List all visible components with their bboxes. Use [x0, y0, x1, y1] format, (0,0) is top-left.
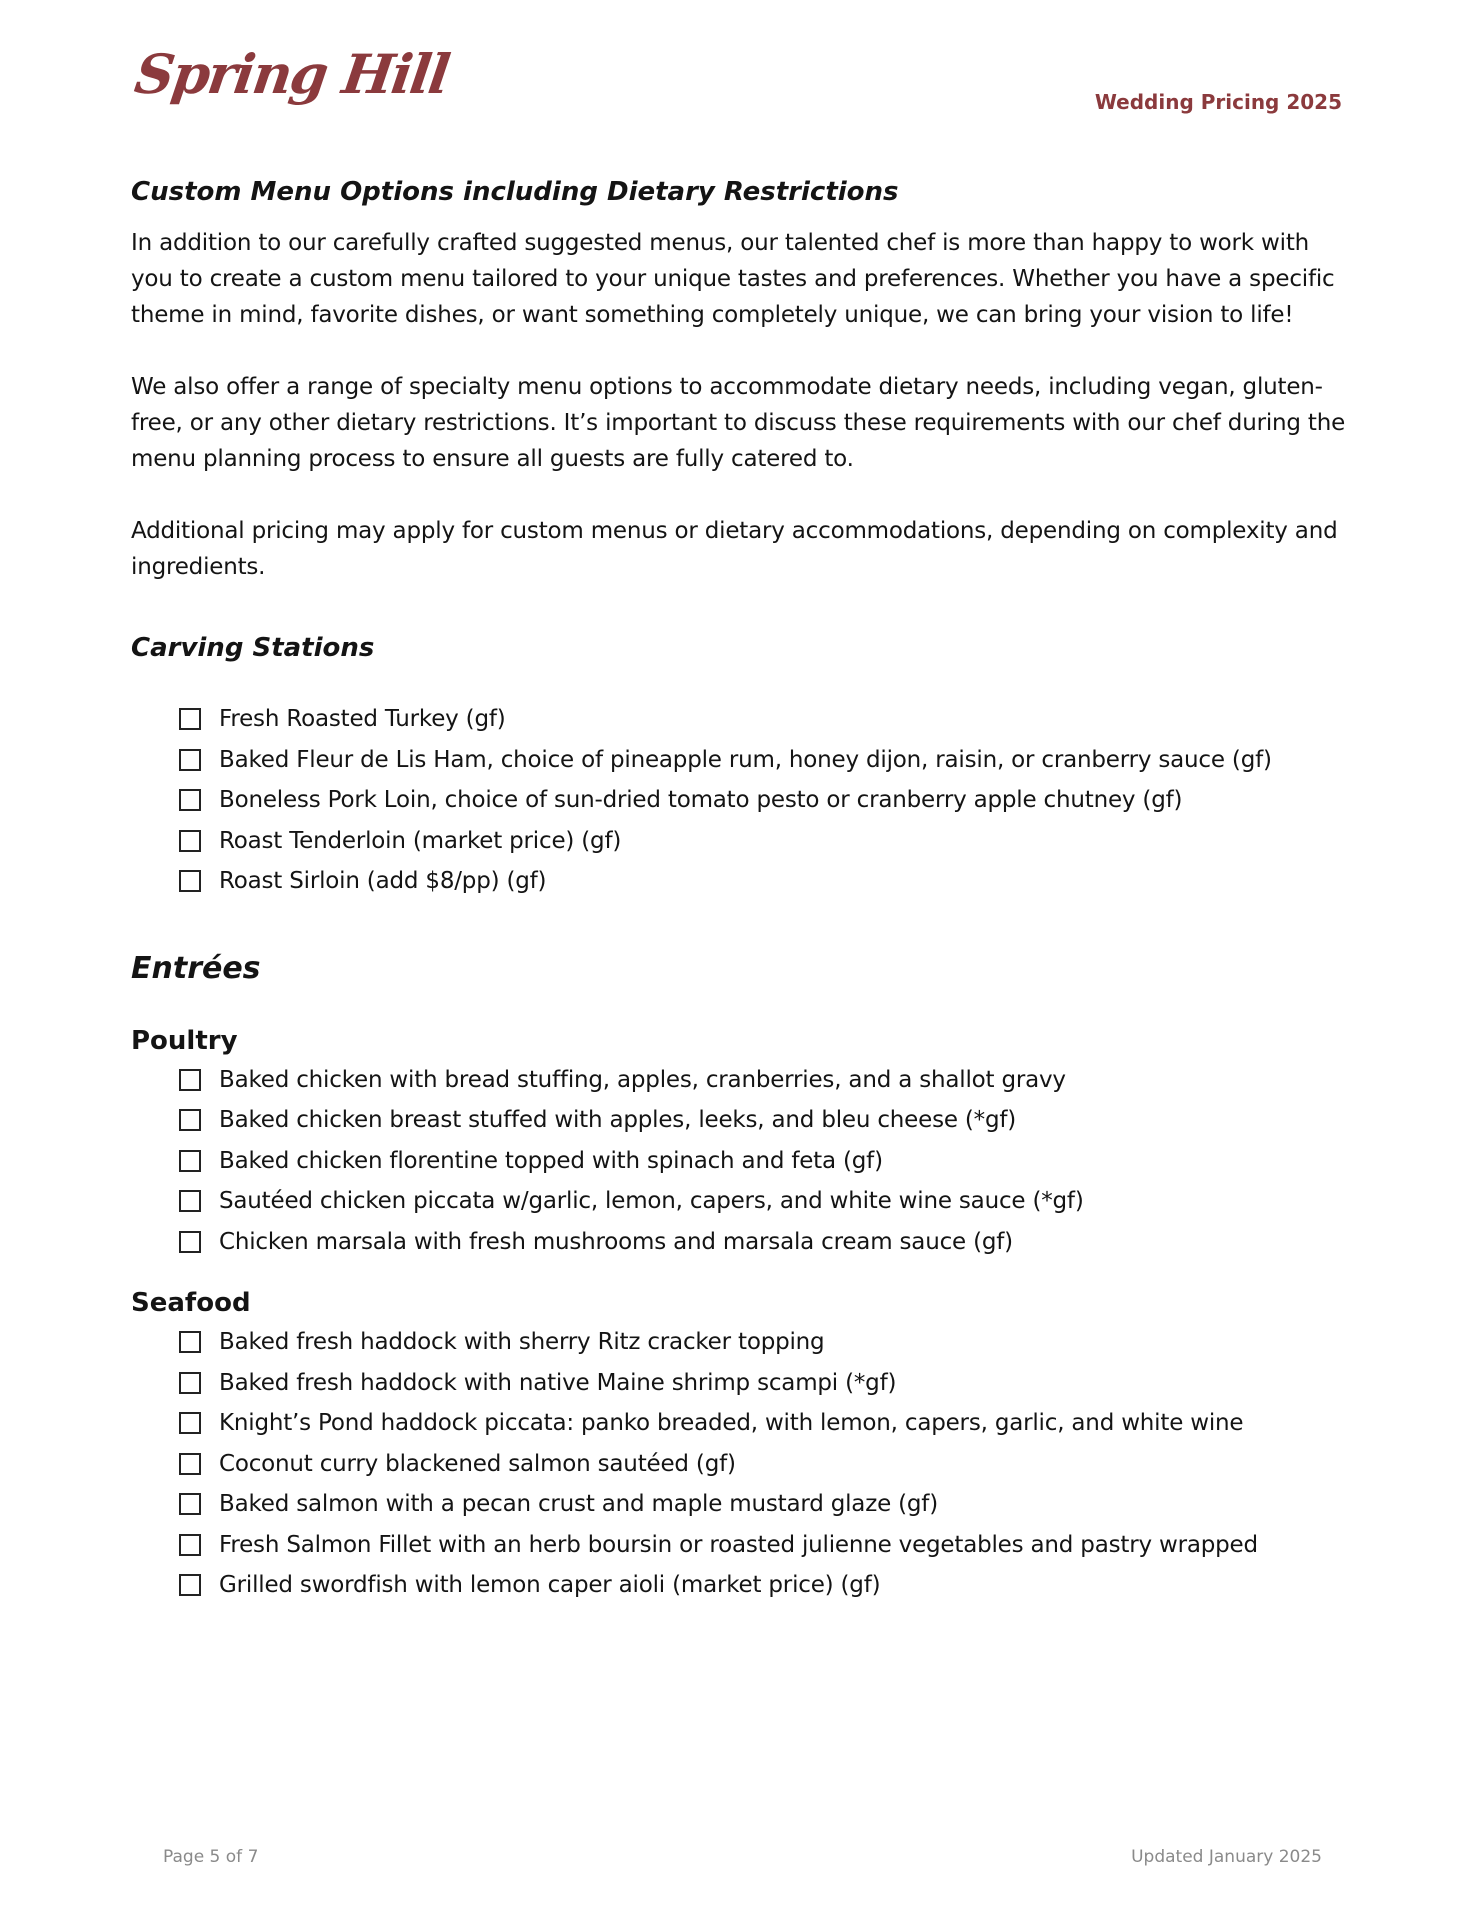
checkbox[interactable] — [179, 789, 201, 811]
list-item — [131, 1444, 1351, 1485]
list-item — [131, 740, 1351, 781]
checkbox[interactable] — [179, 708, 201, 730]
checkbox[interactable] — [179, 830, 201, 852]
list-item — [131, 699, 1351, 740]
item-label: Baked Fleur de Lis Ham, choice of pineapple rum, honey dijon, raisin, or cranberry sauce (gf) — [219, 746, 1272, 773]
item-label: Roast Tenderloin (market price) (gf) — [219, 827, 622, 854]
item-label: Sautéed chicken piccata w/garlic, lemon, capers, and white wine sauce (*gf) — [219, 1188, 1084, 1215]
spring-hill-logo: Spring Hill — [131, 42, 453, 106]
seafood-list — [131, 1322, 1351, 1606]
checkbox[interactable] — [179, 1069, 201, 1091]
checkbox[interactable] — [179, 749, 201, 771]
seafood-heading: Seafood — [131, 1288, 251, 1318]
checkbox[interactable] — [179, 870, 201, 892]
list-item — [131, 1565, 1351, 1606]
custom-menu-paragraph-3: Additional pricing may apply for custom menus or dietary accommodations, depending on complexity and ingredients. — [131, 518, 1338, 580]
checkbox[interactable] — [179, 1231, 201, 1253]
list-item — [131, 1484, 1351, 1525]
custom-menu-paragraph-2: We also offer a range of specialty menu options to accommodate dietary needs, including vegan, gluten-free, or any other dietary restrictions. It’s important to discuss these requirements with our chef during the menu planning process to ensure all guests are fully catered to. — [131, 374, 1346, 472]
carving-stations-heading: Carving Stations — [131, 633, 375, 663]
item-label: Knight’s Pond haddock piccata: panko breaded, with lemon, capers, garlic, and white wine — [219, 1410, 1244, 1437]
checkbox[interactable] — [179, 1109, 201, 1131]
checkbox[interactable] — [179, 1412, 201, 1434]
item-label: Baked chicken breast stuffed with apples, leeks, and bleu cheese (*gf) — [219, 1107, 1017, 1134]
list-item — [131, 780, 1351, 821]
page-number: Page 5 of 7 — [163, 1847, 259, 1867]
list-item — [131, 861, 1351, 902]
checkbox[interactable] — [179, 1190, 201, 1212]
poultry-heading: Poultry — [131, 1025, 238, 1056]
list-item — [131, 1525, 1351, 1566]
list-item — [131, 1141, 1351, 1182]
document-title: Wedding Pricing 2025 — [1094, 90, 1342, 114]
checkbox[interactable] — [179, 1534, 201, 1556]
item-label: Fresh Salmon Fillet with an herb boursin or roasted julienne vegetables and pastry wrapped — [219, 1531, 1258, 1558]
list-item — [131, 1322, 1351, 1363]
list-item — [131, 1100, 1351, 1141]
entrees-heading: Entrées — [131, 950, 261, 986]
item-label: Coconut curry blackened salmon sautéed (gf) — [219, 1450, 736, 1477]
checkbox[interactable] — [179, 1453, 201, 1475]
list-item — [131, 1363, 1351, 1404]
list-item — [131, 1222, 1351, 1263]
poultry-list — [131, 1060, 1351, 1263]
item-label: Baked fresh haddock with sherry Ritz cracker topping — [219, 1329, 825, 1356]
list-item — [131, 821, 1351, 862]
updated-date: Updated January 2025 — [1131, 1847, 1322, 1867]
item-label: Roast Sirloin (add $8/pp) (gf) — [219, 868, 547, 895]
checkbox[interactable] — [179, 1493, 201, 1515]
carving-stations-list — [131, 699, 1351, 902]
checkbox[interactable] — [179, 1372, 201, 1394]
item-label: Baked salmon with a pecan crust and maple mustard glaze (gf) — [219, 1491, 938, 1518]
checkbox[interactable] — [179, 1331, 201, 1353]
checkbox[interactable] — [179, 1574, 201, 1596]
item-label: Grilled swordfish with lemon caper aioli (market price) (gf) — [219, 1572, 881, 1599]
item-label: Chicken marsala with fresh mushrooms and marsala cream sauce (gf) — [219, 1228, 1013, 1255]
item-label: Baked chicken florentine topped with spinach and feta (gf) — [219, 1147, 883, 1174]
list-item — [131, 1060, 1351, 1101]
item-label: Baked fresh haddock with native Maine shrimp scampi (*gf) — [219, 1369, 897, 1396]
custom-menu-heading: Custom Menu Options including Dietary Restrictions — [131, 177, 899, 207]
page-content — [131, 175, 1351, 1606]
list-item — [131, 1181, 1351, 1222]
custom-menu-paragraph-1: In addition to our carefully crafted suggested menus, our talented chef is more than happy to work with you to create a custom menu tailored to your unique tastes and preferences. Whether you have a specific theme in mind, favorite dishes, or want something completely unique, we can bring your vision to life! — [131, 230, 1335, 328]
item-label: Boneless Pork Loin, choice of sun-dried tomato pesto or cranberry apple chutney (gf) — [219, 787, 1183, 814]
item-label: Fresh Roasted Turkey (gf) — [219, 706, 506, 733]
checkbox[interactable] — [179, 1150, 201, 1172]
item-label: Baked chicken with bread stuffing, apples, cranberries, and a shallot gravy — [219, 1066, 1066, 1093]
list-item — [131, 1403, 1351, 1444]
